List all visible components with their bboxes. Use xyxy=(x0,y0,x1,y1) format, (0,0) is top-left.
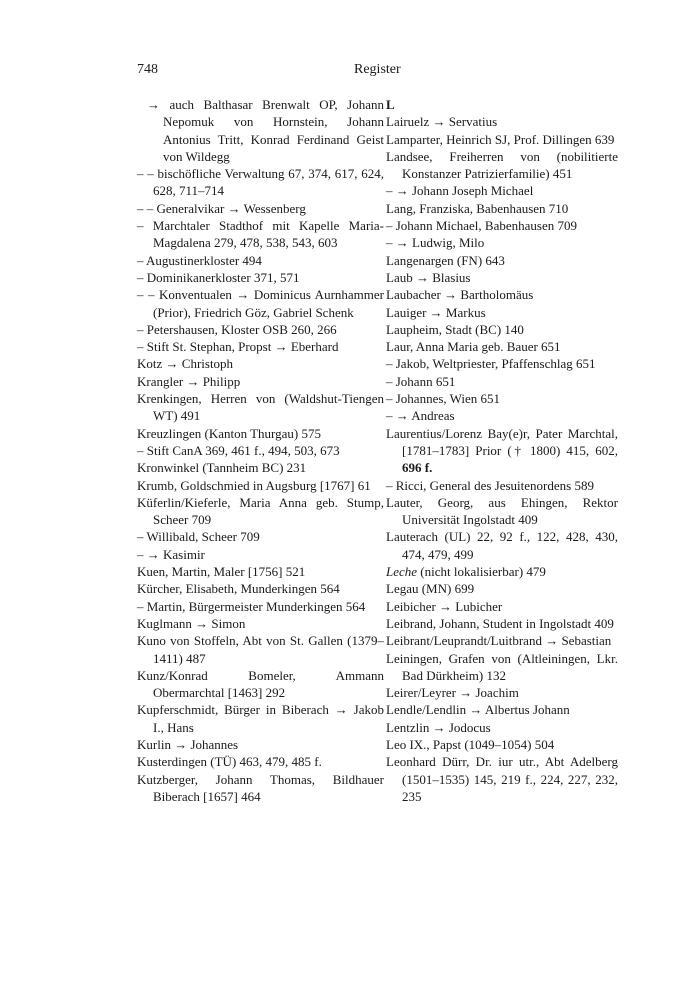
index-entry: Lendle/Lendlin → Albertus Johann xyxy=(386,702,570,718)
index-column-left xyxy=(137,96,384,805)
index-entry: Kuglmann → Simon xyxy=(137,615,246,631)
index-entry: Laupheim, Stadt (BC) 140 xyxy=(386,321,524,337)
index-entry: Kurlin → Johannes xyxy=(137,736,239,752)
index-entry: → auch Balthasar Brenwalt OP, Johann Nepomuk von Hornstein, Johann Antonius Tritt, Konrad Ferdinand Geist von Wildegg xyxy=(147,97,384,164)
index-entry: Krangler → Philipp xyxy=(137,373,241,389)
index-entry: – Petershausen, Kloster OSB 260, 266 xyxy=(137,321,337,337)
index-entry: – Johann 651 xyxy=(386,373,456,389)
index-entry: Krenkingen, Herren von (Waldshut-Tiengen WT) 491 xyxy=(137,391,384,424)
index-entry-text: Laurentius/Lorenz Bay(e)r, Pater Marchtal, [1781–1783] Prior († 1800) 415, 602, xyxy=(386,425,618,458)
index-entry: Kürcher, Elisabeth, Munderkingen 564 xyxy=(137,581,340,597)
index-entry: Leonhard Dürr, Dr. iur utr., Abt Adelberg (1501–1535) 145, 219 f., 224, 227, 232, 235 xyxy=(386,754,618,804)
italic-lemma: Leche xyxy=(386,564,418,580)
index-entry: – Johannes, Wien 651 xyxy=(386,391,501,407)
index-entry-text: (nicht lokalisierbar) 479 xyxy=(417,564,546,580)
index-entry: Leirer/Leyrer → Joachim xyxy=(386,685,519,701)
index-entry: Kotz → Christoph xyxy=(137,356,234,372)
page-number: 748 xyxy=(137,62,158,77)
index-entry: Kuno von Stoffeln, Abt von St. Gallen (1379–1411) 487 xyxy=(137,633,384,666)
index-entry: – Augustinerkloster 494 xyxy=(137,252,262,268)
index-entry: Lang, Franziska, Babenhausen 710 xyxy=(386,200,569,216)
index-entry: Kronwinkel (Tannheim BC) 231 xyxy=(137,460,307,476)
index-entry: – Marchtaler Stadthof mit Kapelle Maria-Magdalena 279, 478, 538, 543, 603 xyxy=(137,218,384,251)
index-entry xyxy=(386,563,618,580)
index-entry: Kupferschmidt, Bürger in Biberach → Jakob I., Hans xyxy=(137,702,384,735)
index-entry: – → Johann Joseph Michael xyxy=(386,183,534,199)
index-entry: Langenargen (FN) 643 xyxy=(386,252,505,268)
index-entry: – Martin, Bürgermeister Munderkingen 564 xyxy=(137,598,366,614)
index-entry: – – bischöfliche Verwaltung 67, 374, 617, 624, 628, 711–714 xyxy=(137,166,384,199)
index-entry: – Ricci, General des Jesuitenordens 589 xyxy=(386,477,594,493)
index-entry: Kreuzlingen (Kanton Thurgau) 575 xyxy=(137,425,321,441)
index-entry: – – Generalvikar → Wessenberg xyxy=(137,200,306,216)
index-entry: Leo IX., Papst (1049–1054) 504 xyxy=(386,736,555,752)
index-entry: – Jakob, Weltpriester, Pfaffenschlag 651 xyxy=(386,356,596,372)
index-entry: Krumb, Goldschmied in Augsburg [1767] 61 xyxy=(137,477,371,493)
index-entry: – Stift St. Stephan, Propst → Eberhard xyxy=(137,339,339,355)
index-entry: Laur, Anna Maria geb. Bauer 651 xyxy=(386,339,561,355)
index-entry: Leibrant/Leuprandt/Luitbrand → Sebastian xyxy=(386,633,612,649)
index-entry: Lauiger → Markus xyxy=(386,304,486,320)
index-entry: – – Konventualen → Dominicus Aurnhammer (Prior), Friedrich Göz, Gabriel Schenk xyxy=(137,287,384,320)
running-head: Register xyxy=(354,62,401,77)
index-entry: Leiningen, Grafen von (Altleiningen, Lkr. Bad Dürkheim) 132 xyxy=(386,650,618,683)
index-entry: Laub → Blasius xyxy=(386,269,471,285)
index-entry: Kutzberger, Johann Thomas, Bildhauer Biberach [1657] 464 xyxy=(137,771,384,804)
index-column-right xyxy=(386,96,618,805)
index-entry: – Stift CanA 369, 461 f., 494, 503, 673 xyxy=(137,442,340,458)
index-entry: Lauter, Georg, aus Ehingen, Rektor Universität Ingolstadt 409 xyxy=(386,494,618,528)
index-entry: Kusterdingen (TÜ) 463, 479, 485 f. xyxy=(137,754,322,770)
index-entry: Legau (MN) 699 xyxy=(386,581,475,597)
index-entry: – → Kasimir xyxy=(137,546,205,562)
index-entry: Laubacher → Bartholomäus xyxy=(386,287,534,303)
bold-page-reference: 696 f. xyxy=(402,460,433,476)
index-entry: – → Ludwig, Milo xyxy=(386,235,485,251)
index-entry: Küferlin/Kieferle, Maria Anna geb. Stump, Scheer 709 xyxy=(137,494,384,528)
index-entry: – → Andreas xyxy=(386,408,455,424)
index-entry: Kunz/Konrad Bomeler, Ammann Obermarchtal [1463] 292 xyxy=(137,667,384,701)
index-entry: Lauterach (UL) 22, 92 f., 122, 428, 430, 474, 479, 499 xyxy=(386,529,618,562)
index-entry: Lamparter, Heinrich SJ, Prof. Dillingen 639 xyxy=(386,131,615,147)
letter-heading: L xyxy=(386,97,395,112)
index-entry: Leibicher → Lubicher xyxy=(386,598,503,614)
index-entry: – Willibald, Scheer 709 xyxy=(137,529,260,545)
index-entry: Lentzlin → Jodocus xyxy=(386,719,491,735)
index-entry xyxy=(386,425,618,477)
index-entry: Lairuelz → Servatius xyxy=(386,114,498,130)
index-entry: – Dominikanerkloster 371, 571 xyxy=(137,269,300,285)
index-entry: – Johann Michael, Babenhausen 709 xyxy=(386,218,577,234)
index-entry: Leibrand, Johann, Student in Ingolstadt 409 xyxy=(386,615,614,631)
index-entry: Landsee, Freiherren von (nobilitierte Konstanzer Patrizierfamilie) 451 xyxy=(386,148,618,182)
index-entry: Kuen, Martin, Maler [1756] 521 xyxy=(137,564,306,580)
